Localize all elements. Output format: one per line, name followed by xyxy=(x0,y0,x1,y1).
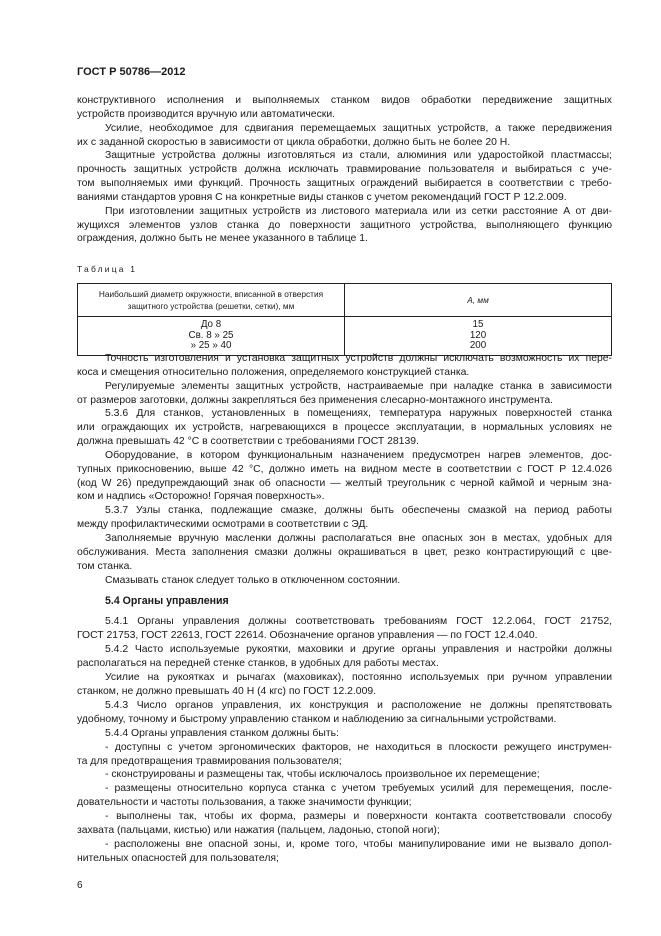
table-header-row xyxy=(78,284,612,317)
paragraph xyxy=(77,643,612,671)
table-caption: Таблица 1 xyxy=(77,264,138,274)
text-line: ограждения, должно быть не менее указанного в таблице 1. xyxy=(77,233,368,245)
text-line: Заполняемые вручную масленки должны располагаться вне опасных зон в местах, удобных для xyxy=(105,532,612,544)
paragraph xyxy=(77,504,612,532)
paragraph xyxy=(77,741,612,769)
table-cell: 15 xyxy=(472,319,484,330)
text-line: - размещены относительно корпуса станка с учетом требуемых усилий для перемещения, после- xyxy=(105,783,612,795)
col2-header xyxy=(345,284,612,317)
paragraph xyxy=(77,532,612,574)
text-line: 5.3.6 Для станков, установленных в помещениях, температура наружных поверхностей станка xyxy=(105,408,612,420)
text-line: Усилие, необходимое для сдвигания перемещаемых защитных устройств, а также передвижения xyxy=(105,122,612,134)
paragraph xyxy=(77,352,612,380)
text-line: их с заданной скоростью в зависимости от цикла обработки, должно быть не более 20 Н. xyxy=(77,136,511,148)
col1-values xyxy=(78,317,345,356)
text-line: удобному, точному и быстрому управлению станком и наблюдению за сигнальными устройствами. xyxy=(77,713,557,725)
text-line: между профилактическими осмотрами в соответствии с ЭД. xyxy=(77,519,369,531)
text-block-3 xyxy=(77,615,612,866)
text-block-2 xyxy=(77,352,612,587)
paragraph xyxy=(77,782,612,810)
paragraph xyxy=(77,671,612,699)
text-line: жущихся элементов узлов станка до поверхности защитного устройства, выполняющего функцию xyxy=(77,219,612,231)
text-line: или ограждающих их устройств, нагревающихся в процессе эксплуатации, в нормальных условиях не xyxy=(77,422,612,434)
section-heading: 5.4 Органы управления xyxy=(105,595,229,607)
text-line: довательности и частоты пользования, а также значимости функции; xyxy=(77,797,412,809)
text-line: - расположены вне опасной зоны, и, кроме того, чтобы манипулирование ими не вызвало допол- xyxy=(105,839,612,851)
document-header: ГОСТ Р 50786—2012 xyxy=(77,66,186,78)
text-line: прочность защитных устройств должна исключать травмирование пользователя и выбираться с уче- xyxy=(77,164,612,176)
paragraph xyxy=(77,122,612,150)
paragraph xyxy=(77,407,612,449)
text-line: захвата (пальцами, кистью) или нажатия (пальцем, ладонью, стопой ноги); xyxy=(77,825,440,837)
col1-header-line: Наибольший диаметр окружности, вписанной в отверстия xyxy=(98,289,324,299)
text-line: обслуживания. Места заполнения смазки должны окрашиваться в цвет, резко контрастирующий с цве- xyxy=(77,546,612,558)
text-line: 5.4.4 Органы управления станком должны быть: xyxy=(105,727,339,739)
paragraph xyxy=(77,699,612,727)
text-line: Точность изготовления и установка защитных устройств должны исключать возможность их пере- xyxy=(105,353,612,364)
text-line: Смазывать станок следует только в отключенном состоянии. xyxy=(105,574,401,586)
text-line: ваниями стандартов уровня С на конкретные виды станков с учетом рекомендаций ГОСТ Р 12.2.009. xyxy=(77,191,567,203)
paragraph xyxy=(77,449,612,504)
text-line: та для предотвращения травмирования пользователя; xyxy=(77,755,342,767)
col2-header-text: A, мм xyxy=(467,295,489,305)
col1-header xyxy=(78,284,345,317)
text-line: - выполнены так, чтобы их форма, размеры и поверхности контакта соответствовали способу xyxy=(105,811,612,823)
table-body-row xyxy=(78,317,612,356)
col1-header-line: защитного устройства (решетки, сетки), мм xyxy=(127,301,295,311)
table-1 xyxy=(77,283,612,356)
text-line: 5.4.3 Число органов управления, их конструкция и расположение не должны препятствовать xyxy=(105,699,612,711)
text-line: - сконструированы и размещены так, чтобы исключалось произвольное их перемещение; xyxy=(105,769,540,781)
paragraph xyxy=(77,615,612,643)
table-cell: 200 xyxy=(469,340,487,351)
paragraph xyxy=(77,205,612,247)
text-line: ком и надпись «Осторожно! Горячая поверхность». xyxy=(77,491,325,503)
text-line: Усилие на рукоятках и рычагах (маховиках), постоянно используемых при ручном управлении xyxy=(105,671,612,683)
text-block-1 xyxy=(77,94,612,246)
text-line: Оборудование, в котором функциональным назначением предусмотрен нагрев элементов, дос- xyxy=(105,449,612,461)
paragraph xyxy=(77,810,612,838)
text-line: устройств производится вручную или автоматически. xyxy=(77,108,336,120)
paragraph xyxy=(77,149,612,204)
paragraph xyxy=(77,574,612,588)
text-line: Защитные устройства должны изготовляться из стали, алюминия или ударостойкой пластмассы; xyxy=(105,150,612,162)
text-line: станком, не должно превышать 40 Н (4 кгс) по ГОСТ 12.2.009. xyxy=(77,685,377,697)
paragraph xyxy=(77,94,612,122)
text-line: том станка. xyxy=(77,560,133,572)
text-line: (код W 26) предупреждающий знак об опасности — желтый треугольник с черной каймой и черным зна- xyxy=(77,477,612,489)
paragraph xyxy=(77,727,612,741)
text-line: от размеров заготовки, должны закрепляться без применения слесарно-монтажного инструмента. xyxy=(77,394,554,406)
text-line: ГОСТ 21753, ГОСТ 22613, ГОСТ 22614. Обозначение органов управления — по ГОСТ 12.4.040. xyxy=(77,629,538,641)
text-line: Регулируемые элементы защитных устройств, настраиваемые при наладке станка в зависимости xyxy=(105,380,612,392)
text-line: 5.4.1 Органы управления должны соответствовать требованиям ГОСТ 12.2.064, ГОСТ 21752, xyxy=(105,616,612,627)
page-number: 6 xyxy=(77,880,83,891)
table-cell: До 8 xyxy=(200,319,222,330)
text-line: тупных прикосновению, выше 42 °С, должно иметь на видном месте в соответствии с ГОСТ Р 12.4.026 xyxy=(77,463,612,475)
text-line: должна превышать 42 °С в соответствии с требованиями ГОСТ 28139. xyxy=(77,436,419,448)
text-line: При изготовлении защитных устройств из листового материала или из сетки расстояние А от дви- xyxy=(105,205,612,217)
paragraph xyxy=(77,768,612,782)
table-cell: » 25 » 40 xyxy=(190,340,232,351)
text-line: том выполняемых ими функций. Прочность защитных ограждений выбирается в соответствии с требо- xyxy=(77,178,612,190)
text-line: - доступны с учетом эргономических факторов, не находиться в плоскости режущего инструмен- xyxy=(105,741,612,753)
text-line: коса и смещения относительно положения, определяемого конструкцией станка. xyxy=(77,366,470,378)
text-line: располагаться на передней стенке станков, в удобных для работы местах. xyxy=(77,657,439,669)
paragraph xyxy=(77,380,612,408)
table-cell: 120 xyxy=(469,329,487,341)
col2-values xyxy=(345,317,612,356)
text-line: конструктивного исполнения и выполняемых станком видов обработки передвижение защитных xyxy=(77,95,612,106)
text-line: 5.4.2 Часто используемые рукоятки, маховики и другие органы управления и настройки должны xyxy=(105,643,612,655)
text-line: нительных опасностей для пользователя; xyxy=(77,853,279,865)
paragraph xyxy=(77,838,612,866)
text-line: 5.3.7 Узлы станка, подлежащие смазке, должны быть обеспечены смазкой на период работы xyxy=(105,505,612,517)
table-cell: Св. 8 » 25 xyxy=(188,329,234,341)
